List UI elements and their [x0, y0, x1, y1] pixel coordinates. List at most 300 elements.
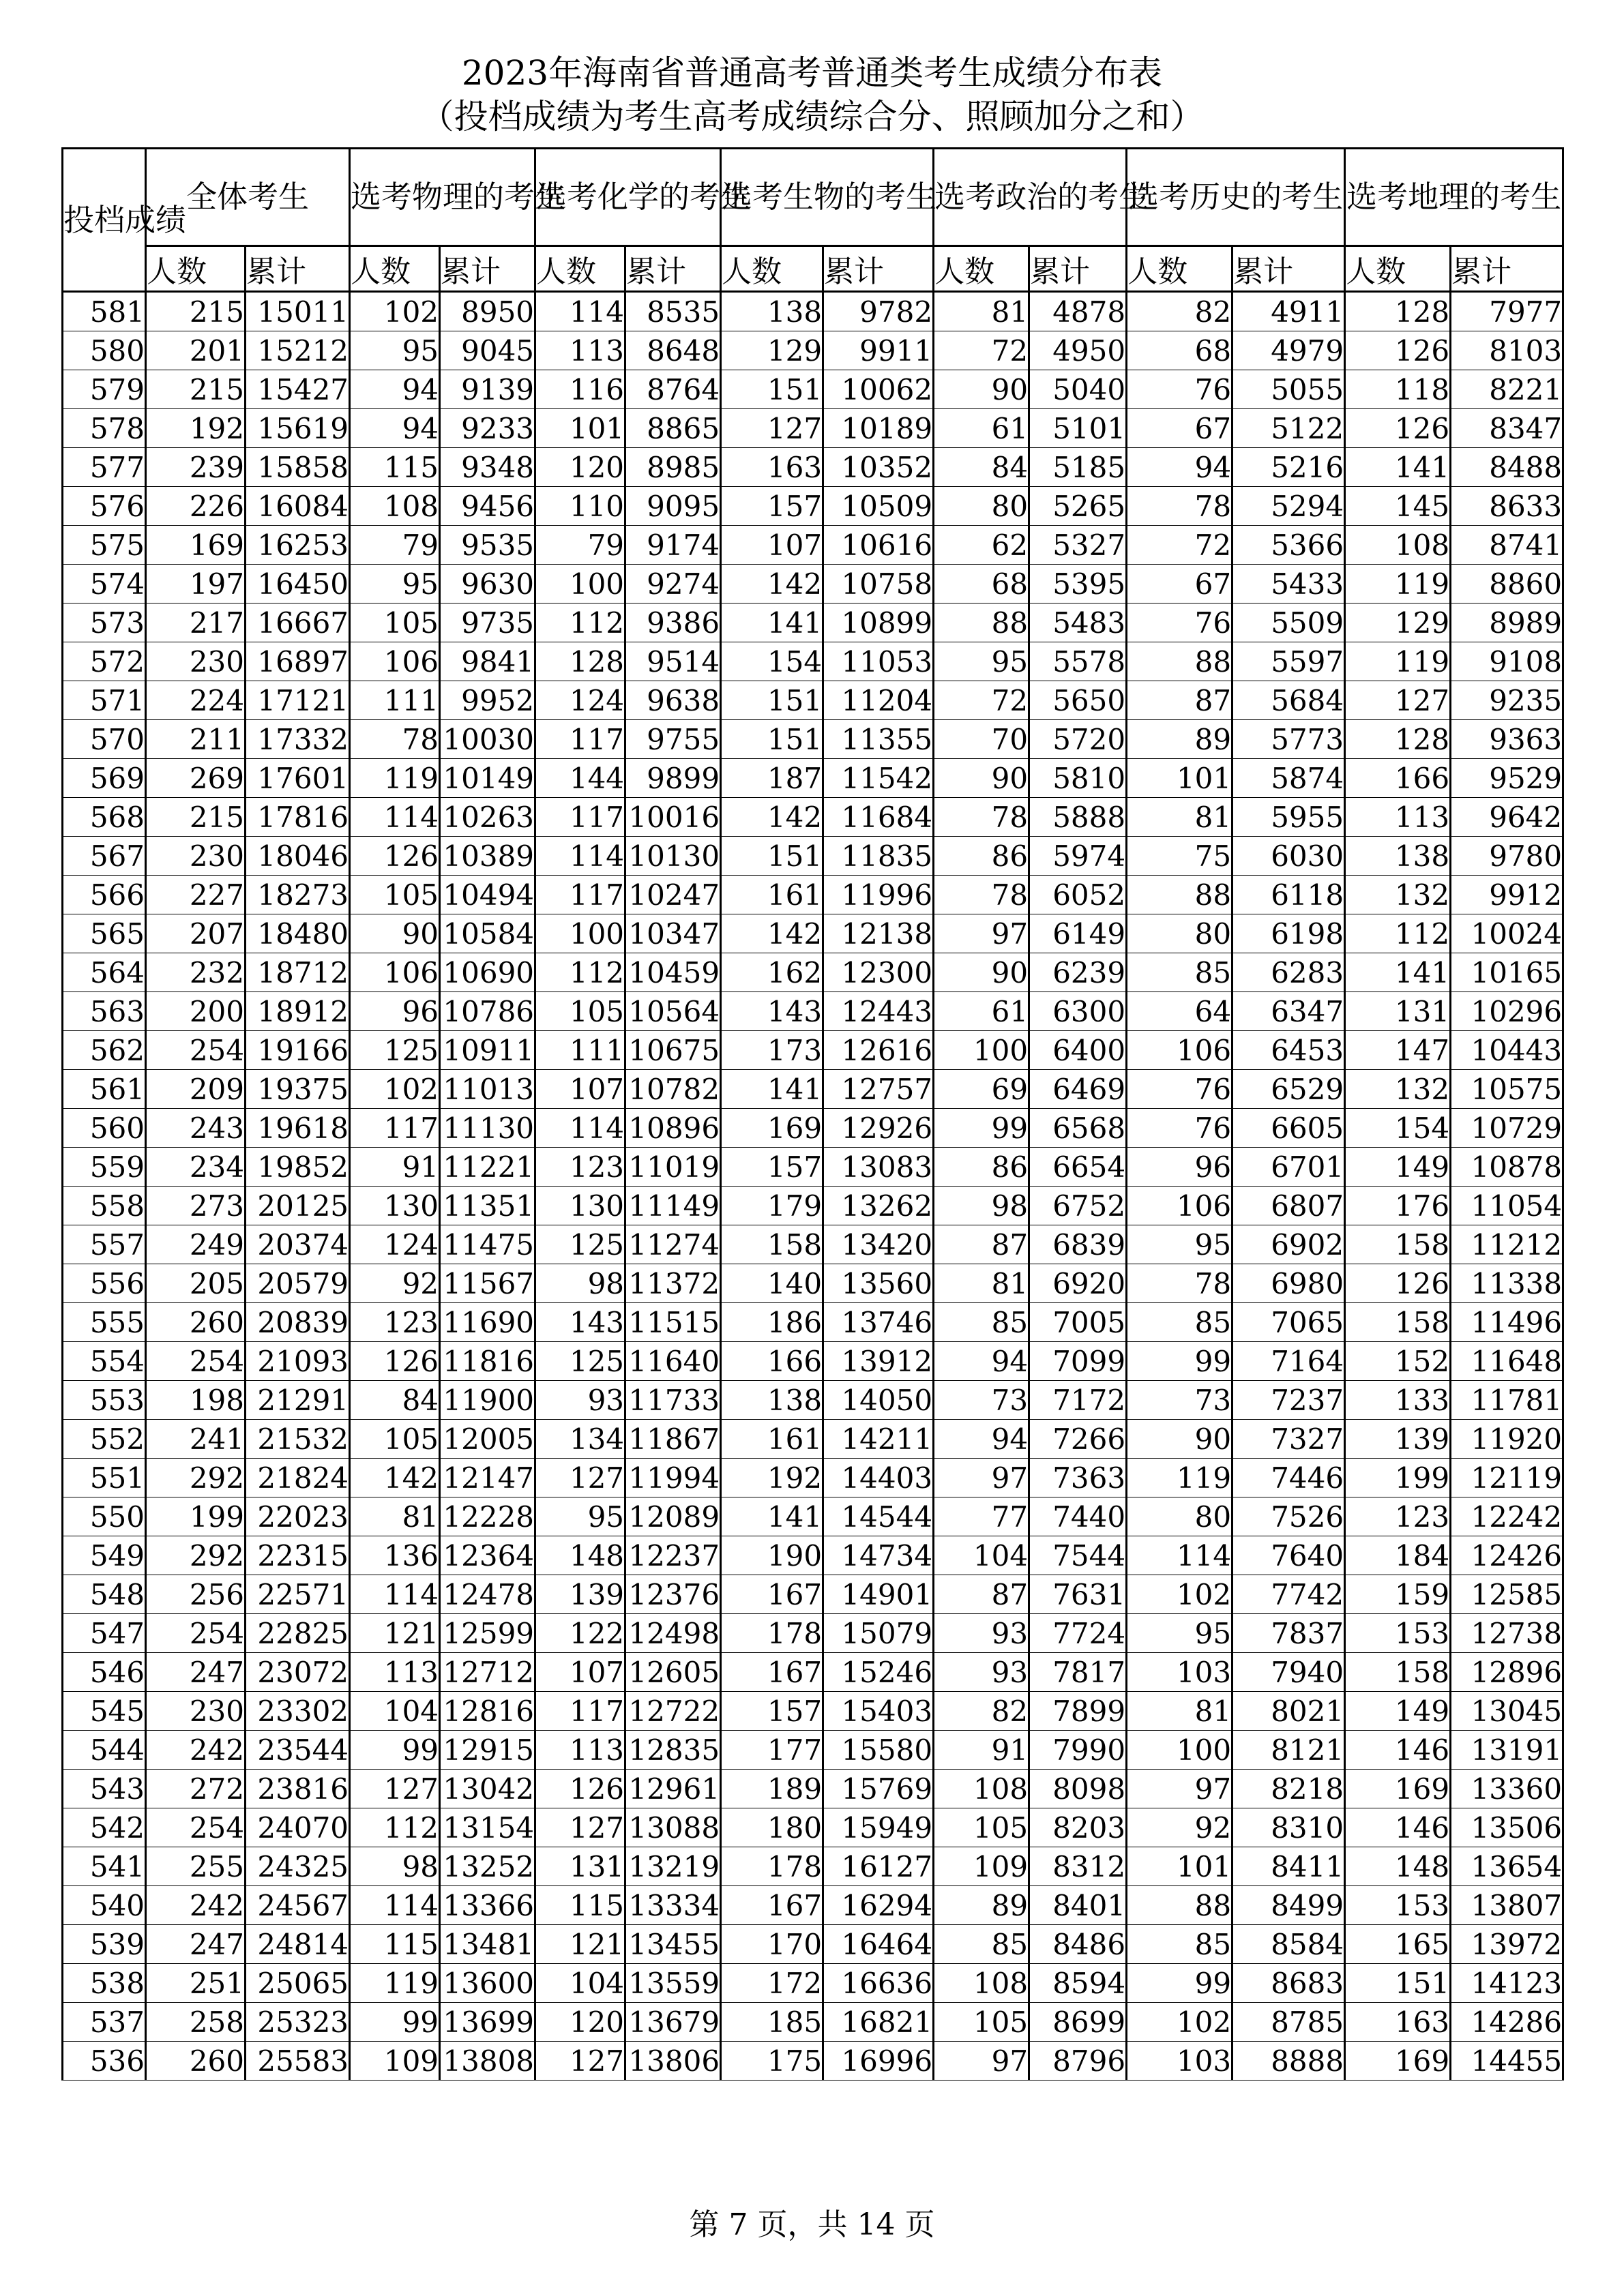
table-cell: 12915 [440, 1731, 535, 1770]
table-cell: 6568 [1029, 1109, 1127, 1148]
table-cell: 272 [146, 1770, 246, 1808]
table-cell: 132 [1345, 1070, 1451, 1109]
table-cell: 9108 [1451, 642, 1563, 681]
header-group: 选考化学的考生 [535, 149, 721, 246]
table-cell: 4979 [1232, 331, 1345, 370]
table-cell: 12300 [823, 953, 934, 992]
table-cell: 127 [721, 409, 823, 448]
table-cell: 9235 [1451, 681, 1563, 720]
table-cell: 62 [934, 526, 1029, 565]
table-cell: 16996 [823, 2042, 934, 2081]
table-cell: 7065 [1232, 1303, 1345, 1342]
header-group: 选考生物的考生 [721, 149, 934, 246]
table-cell: 239 [146, 448, 246, 487]
table-cell: 16667 [246, 603, 350, 642]
table-row [63, 1148, 1563, 1187]
table-cell: 81 [934, 1264, 1029, 1303]
score-cell: 557 [63, 1225, 146, 1264]
table-cell: 107 [721, 526, 823, 565]
header-count: 人数 [721, 246, 823, 292]
table-cell: 5265 [1029, 487, 1127, 526]
table-cell: 13455 [625, 1925, 721, 1964]
table-cell: 10189 [823, 409, 934, 448]
table-cell: 64 [1127, 992, 1232, 1031]
table-cell: 114 [535, 1109, 625, 1148]
table-cell: 93 [934, 1614, 1029, 1653]
table-cell: 113 [350, 1653, 440, 1692]
table-cell: 254 [146, 1342, 246, 1381]
table-cell: 8312 [1029, 1847, 1127, 1886]
table-cell: 8098 [1029, 1770, 1127, 1808]
table-cell: 10296 [1451, 992, 1563, 1031]
table-cell: 230 [146, 642, 246, 681]
table-row [63, 448, 1563, 487]
table-cell: 12498 [625, 1614, 721, 1653]
table-cell: 217 [146, 603, 246, 642]
table-cell: 11221 [440, 1148, 535, 1187]
table-cell: 186 [721, 1303, 823, 1342]
table-cell: 158 [1345, 1225, 1451, 1264]
table-cell: 10509 [823, 487, 934, 526]
table-cell: 61 [934, 409, 1029, 448]
table-cell: 95 [350, 565, 440, 603]
table-cell: 101 [535, 409, 625, 448]
table-cell: 16821 [823, 2003, 934, 2042]
table-cell: 7446 [1232, 1459, 1345, 1497]
table-cell: 185 [721, 2003, 823, 2042]
table-cell: 100 [535, 565, 625, 603]
table-cell: 5974 [1029, 837, 1127, 876]
table-row [63, 798, 1563, 837]
table-cell: 9274 [625, 565, 721, 603]
table-cell: 192 [146, 409, 246, 448]
table-cell: 5366 [1232, 526, 1345, 565]
table-cell: 88 [1127, 1886, 1232, 1925]
table-row [63, 992, 1563, 1031]
table-cell: 8594 [1029, 1964, 1127, 2003]
table-cell: 6118 [1232, 876, 1345, 914]
table-cell: 5874 [1232, 759, 1345, 798]
score-distribution-table [61, 147, 1564, 2081]
table-row [63, 1692, 1563, 1731]
table-cell: 9045 [440, 331, 535, 370]
table-cell: 76 [1127, 1070, 1232, 1109]
table-cell: 142 [350, 1459, 440, 1497]
table-cell: 9456 [440, 487, 535, 526]
table-cell: 98 [934, 1187, 1029, 1225]
table-cell: 95 [1127, 1225, 1232, 1264]
table-cell: 130 [535, 1187, 625, 1225]
table-cell: 11690 [440, 1303, 535, 1342]
table-cell: 149 [1345, 1692, 1451, 1731]
table-cell: 198 [146, 1381, 246, 1420]
table-cell: 18273 [246, 876, 350, 914]
score-cell: 580 [63, 331, 146, 370]
table-cell: 86 [934, 1148, 1029, 1187]
table-cell: 142 [721, 914, 823, 953]
table-cell: 8648 [625, 331, 721, 370]
table-cell: 6400 [1029, 1031, 1127, 1070]
table-cell: 107 [535, 1070, 625, 1109]
score-cell: 564 [63, 953, 146, 992]
table-cell: 16084 [246, 487, 350, 526]
table-cell: 13559 [625, 1964, 721, 2003]
table-cell: 178 [721, 1847, 823, 1886]
header-score: 投档成绩 [63, 149, 146, 292]
table-cell: 10616 [823, 526, 934, 565]
table-cell: 88 [934, 603, 1029, 642]
table-cell: 103 [1127, 1653, 1232, 1692]
table-cell: 169 [1345, 2042, 1451, 2081]
table-cell: 249 [146, 1225, 246, 1264]
table-cell: 110 [535, 487, 625, 526]
table-cell: 94 [350, 370, 440, 409]
table-cell: 8985 [625, 448, 721, 487]
table-cell: 12816 [440, 1692, 535, 1731]
table-cell: 234 [146, 1148, 246, 1187]
table-cell: 6654 [1029, 1148, 1127, 1187]
table-cell: 99 [350, 2003, 440, 2042]
header-cumulative: 累计 [440, 246, 535, 292]
table-cell: 12616 [823, 1031, 934, 1070]
header-count: 人数 [146, 246, 246, 292]
table-cell: 18046 [246, 837, 350, 876]
table-cell: 9535 [440, 526, 535, 565]
table-cell: 114 [535, 292, 625, 331]
table-cell: 215 [146, 292, 246, 331]
table-cell: 200 [146, 992, 246, 1031]
table-cell: 6453 [1232, 1031, 1345, 1070]
table-cell: 72 [934, 331, 1029, 370]
table-cell: 84 [934, 448, 1029, 487]
table-cell: 23544 [246, 1731, 350, 1770]
table-cell: 5055 [1232, 370, 1345, 409]
table-cell: 9529 [1451, 759, 1563, 798]
table-cell: 18712 [246, 953, 350, 992]
score-cell: 553 [63, 1381, 146, 1420]
table-cell: 166 [1345, 759, 1451, 798]
table-cell: 254 [146, 1031, 246, 1070]
table-cell: 16636 [823, 1964, 934, 2003]
table-cell: 119 [350, 1964, 440, 2003]
table-cell: 12896 [1451, 1653, 1563, 1692]
table-cell: 11053 [823, 642, 934, 681]
table-cell: 99 [1127, 1964, 1232, 2003]
table-cell: 142 [721, 798, 823, 837]
table-cell: 13420 [823, 1225, 934, 1264]
table-cell: 247 [146, 1653, 246, 1692]
score-cell: 555 [63, 1303, 146, 1342]
table-row [63, 409, 1563, 448]
table-cell: 85 [1127, 1303, 1232, 1342]
table-cell: 95 [1127, 1614, 1232, 1653]
table-cell: 11567 [440, 1264, 535, 1303]
table-cell: 131 [1345, 992, 1451, 1031]
table-cell: 132 [1345, 876, 1451, 914]
table-cell: 90 [934, 953, 1029, 992]
table-cell: 154 [1345, 1109, 1451, 1148]
table-cell: 24567 [246, 1886, 350, 1925]
table-cell: 260 [146, 1303, 246, 1342]
table-cell: 98 [350, 1847, 440, 1886]
table-cell: 17121 [246, 681, 350, 720]
table-cell: 260 [146, 2042, 246, 2081]
table-cell: 16253 [246, 526, 350, 565]
table-cell: 7837 [1232, 1614, 1345, 1653]
table-row [63, 1459, 1563, 1497]
table-cell: 10584 [440, 914, 535, 953]
table-cell: 6980 [1232, 1264, 1345, 1303]
table-cell: 11351 [440, 1187, 535, 1225]
table-cell: 108 [1345, 526, 1451, 565]
table-cell: 211 [146, 720, 246, 759]
table-cell: 11996 [823, 876, 934, 914]
table-cell: 12426 [1451, 1536, 1563, 1575]
table-cell: 4950 [1029, 331, 1127, 370]
table-cell: 141 [721, 1070, 823, 1109]
table-cell: 127 [1345, 681, 1451, 720]
table-cell: 14734 [823, 1536, 934, 1575]
table-row [63, 720, 1563, 759]
table-cell: 5888 [1029, 798, 1127, 837]
table-cell: 11149 [625, 1187, 721, 1225]
table-cell: 158 [1345, 1653, 1451, 1692]
table-cell: 23072 [246, 1653, 350, 1692]
table-cell: 13252 [440, 1847, 535, 1886]
table-cell: 61 [934, 992, 1029, 1031]
table-cell: 12005 [440, 1420, 535, 1459]
header-count: 人数 [1345, 246, 1451, 292]
table-cell: 149 [1345, 1148, 1451, 1187]
score-cell: 577 [63, 448, 146, 487]
table-cell: 105 [535, 992, 625, 1031]
table-cell: 117 [535, 1692, 625, 1731]
table-cell: 10729 [1451, 1109, 1563, 1148]
table-cell: 21093 [246, 1342, 350, 1381]
table-cell: 78 [1127, 1264, 1232, 1303]
table-cell: 13746 [823, 1303, 934, 1342]
table-cell: 242 [146, 1731, 246, 1770]
table-cell: 141 [1345, 448, 1451, 487]
table-cell: 11648 [1451, 1342, 1563, 1381]
table-cell: 6300 [1029, 992, 1127, 1031]
header-count: 人数 [934, 246, 1029, 292]
table-row [63, 1031, 1563, 1070]
score-cell: 536 [63, 2042, 146, 2081]
table-cell: 90 [934, 370, 1029, 409]
table-cell: 10786 [440, 992, 535, 1031]
table-cell: 5720 [1029, 720, 1127, 759]
table-cell: 10896 [625, 1109, 721, 1148]
table-row [63, 681, 1563, 720]
table-cell: 10352 [823, 448, 934, 487]
table-cell: 13088 [625, 1808, 721, 1847]
table-row [63, 1808, 1563, 1847]
table-cell: 10389 [440, 837, 535, 876]
table-cell: 119 [1345, 642, 1451, 681]
table-cell: 15079 [823, 1614, 934, 1653]
table-cell: 12119 [1451, 1459, 1563, 1497]
table-cell: 10130 [625, 837, 721, 876]
table-cell: 10758 [823, 565, 934, 603]
score-cell: 556 [63, 1264, 146, 1303]
table-row [63, 370, 1563, 409]
table-cell: 6529 [1232, 1070, 1345, 1109]
table-cell: 190 [721, 1536, 823, 1575]
table-cell: 224 [146, 681, 246, 720]
table-cell: 106 [1127, 1187, 1232, 1225]
table-cell: 11274 [625, 1225, 721, 1264]
table-cell: 146 [1345, 1808, 1451, 1847]
table-cell: 82 [934, 1692, 1029, 1731]
table-cell: 5294 [1232, 487, 1345, 526]
table-cell: 8347 [1451, 409, 1563, 448]
table-cell: 81 [1127, 1692, 1232, 1731]
table-cell: 115 [535, 1886, 625, 1925]
table-cell: 89 [934, 1886, 1029, 1925]
table-cell: 7977 [1451, 292, 1563, 331]
table-cell: 157 [721, 487, 823, 526]
table-cell: 11994 [625, 1459, 721, 1497]
score-cell: 552 [63, 1420, 146, 1459]
score-cell: 575 [63, 526, 146, 565]
table-cell: 125 [535, 1225, 625, 1264]
table-cell: 5773 [1232, 720, 1345, 759]
table-cell: 11684 [823, 798, 934, 837]
table-cell: 113 [1345, 798, 1451, 837]
table-cell: 115 [350, 448, 440, 487]
score-cell: 543 [63, 1770, 146, 1808]
table-cell: 14403 [823, 1459, 934, 1497]
table-cell: 8796 [1029, 2042, 1127, 2081]
table-cell: 12138 [823, 914, 934, 953]
table-cell: 162 [721, 953, 823, 992]
table-row [63, 1381, 1563, 1420]
score-cell: 537 [63, 2003, 146, 2042]
table-cell: 16450 [246, 565, 350, 603]
table-cell: 5578 [1029, 642, 1127, 681]
table-cell: 21532 [246, 1420, 350, 1459]
table-cell: 179 [721, 1187, 823, 1225]
table-cell: 100 [535, 914, 625, 953]
table-cell: 15212 [246, 331, 350, 370]
table-cell: 8865 [625, 409, 721, 448]
table-cell: 100 [1127, 1731, 1232, 1770]
table-cell: 107 [535, 1653, 625, 1692]
table-cell: 172 [721, 1964, 823, 2003]
table-cell: 146 [1345, 1731, 1451, 1770]
table-cell: 8218 [1232, 1770, 1345, 1808]
table-cell: 7440 [1029, 1497, 1127, 1536]
score-cell: 579 [63, 370, 146, 409]
table-cell: 90 [934, 759, 1029, 798]
table-cell: 84 [350, 1381, 440, 1420]
table-cell: 126 [350, 837, 440, 876]
table-cell: 8741 [1451, 526, 1563, 565]
score-cell: 574 [63, 565, 146, 603]
table-cell: 9780 [1451, 837, 1563, 876]
table-cell: 11372 [625, 1264, 721, 1303]
table-cell: 114 [350, 1886, 440, 1925]
table-cell: 5122 [1232, 409, 1345, 448]
score-cell: 559 [63, 1148, 146, 1187]
table-cell: 113 [535, 1731, 625, 1770]
table-cell: 21824 [246, 1459, 350, 1497]
table-cell: 78 [350, 720, 440, 759]
table-cell: 11204 [823, 681, 934, 720]
table-cell: 199 [146, 1497, 246, 1536]
table-cell: 86 [934, 837, 1029, 876]
table-cell: 4911 [1232, 292, 1345, 331]
table-cell: 87 [934, 1575, 1029, 1614]
table-cell: 20579 [246, 1264, 350, 1303]
score-cell: 542 [63, 1808, 146, 1847]
table-cell: 10899 [823, 603, 934, 642]
table-cell: 12712 [440, 1653, 535, 1692]
table-cell: 11867 [625, 1420, 721, 1459]
table-cell: 4878 [1029, 292, 1127, 331]
table-cell: 13807 [1451, 1886, 1563, 1925]
table-cell: 158 [1345, 1303, 1451, 1342]
table-cell: 5810 [1029, 759, 1127, 798]
table-cell: 76 [1127, 1109, 1232, 1148]
table-cell: 126 [350, 1342, 440, 1381]
table-row [63, 1653, 1563, 1692]
table-row [63, 526, 1563, 565]
table-cell: 113 [535, 331, 625, 370]
table-cell: 18480 [246, 914, 350, 953]
table-cell: 9638 [625, 681, 721, 720]
table-cell: 99 [1127, 1342, 1232, 1381]
table-cell: 18912 [246, 992, 350, 1031]
table-cell: 173 [721, 1031, 823, 1070]
table-cell: 12364 [440, 1536, 535, 1575]
table-cell: 108 [934, 1770, 1029, 1808]
table-cell: 8888 [1232, 2042, 1345, 2081]
score-cell: 544 [63, 1731, 146, 1770]
table-cell: 14286 [1451, 2003, 1563, 2042]
table-cell: 242 [146, 1886, 246, 1925]
table-cell: 87 [934, 1225, 1029, 1264]
table-row [63, 759, 1563, 798]
table-row [63, 1964, 1563, 2003]
table-cell: 25583 [246, 2042, 350, 2081]
table-cell: 15949 [823, 1808, 934, 1847]
table-cell: 106 [1127, 1031, 1232, 1070]
table-cell: 101 [1127, 1847, 1232, 1886]
table-cell: 112 [350, 1808, 440, 1847]
table-cell: 169 [721, 1109, 823, 1148]
table-cell: 292 [146, 1459, 246, 1497]
header-group: 选考政治的考生 [934, 149, 1127, 246]
table-cell: 105 [350, 876, 440, 914]
table-row [63, 487, 1563, 526]
table-cell: 153 [1345, 1886, 1451, 1925]
score-cell: 561 [63, 1070, 146, 1109]
table-cell: 12605 [625, 1653, 721, 1692]
table-cell: 25323 [246, 2003, 350, 2042]
table-cell: 68 [1127, 331, 1232, 370]
table-cell: 11542 [823, 759, 934, 798]
table-cell: 153 [1345, 1614, 1451, 1653]
table-cell: 93 [535, 1381, 625, 1420]
table-cell: 159 [1345, 1575, 1451, 1614]
table-cell: 5040 [1029, 370, 1127, 409]
table-cell: 10347 [625, 914, 721, 953]
table-row [63, 642, 1563, 681]
table-row [63, 1770, 1563, 1808]
table-cell: 8989 [1451, 603, 1563, 642]
